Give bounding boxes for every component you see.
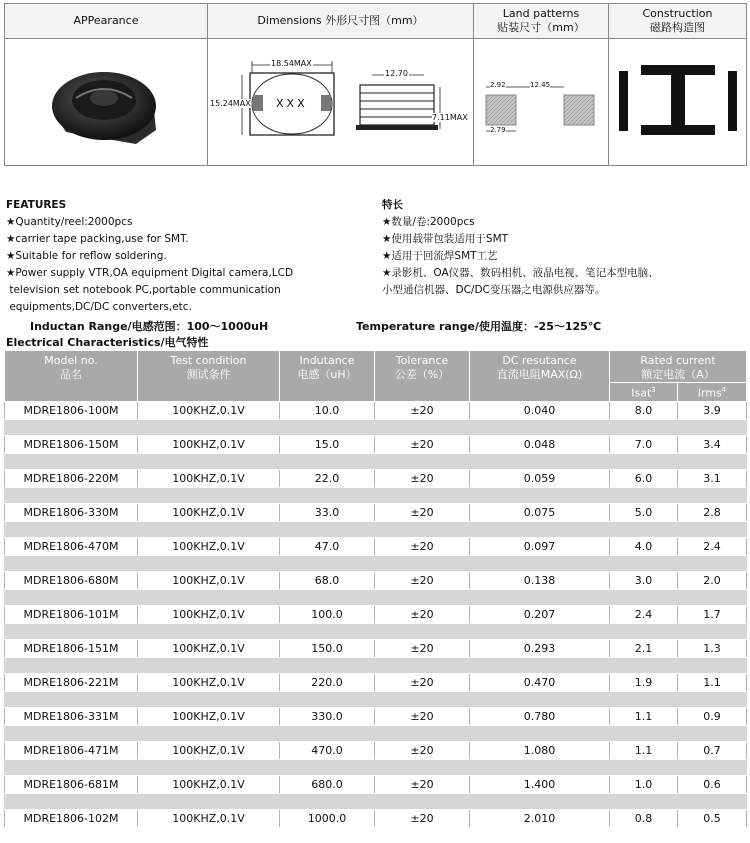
spacer-cell [470,623,610,639]
spacer-cell [138,657,280,673]
spacer-cell [470,453,610,469]
cell-dcr: 0.293 [470,639,610,657]
spacer-cell [610,589,678,605]
spacer-cell [678,691,747,707]
spacer-cell [5,759,138,775]
magnetic-construction-diagram [613,45,743,155]
col-irms: Irms$^4$ [678,383,747,402]
col-isat: Isat$^3$ [610,383,678,402]
spacer-cell [610,419,678,435]
inductor-photo [6,40,206,160]
cell-ind: 220.0 [280,673,375,691]
row-spacer [5,453,747,469]
row-spacer [5,725,747,741]
spacer-cell [375,419,470,435]
cell-dcr: 0.075 [470,503,610,521]
table-row [5,571,747,589]
cell-ind: 10.0 [280,401,375,419]
spacer-cell [5,555,138,571]
row-spacer [5,487,747,503]
col-tolerance: Tolerance 公差（%） [375,351,470,402]
spacer-cell [5,487,138,503]
cell-ind: 47.0 [280,537,375,555]
cell-dcr: 2.010 [470,809,610,827]
spacer-cell [375,657,470,673]
spacer-cell [138,453,280,469]
spacer-cell [280,657,375,673]
row-spacer [5,623,747,639]
dim-width-label: 18.54MAX [271,59,312,68]
spacer-cell [138,691,280,707]
spacer-cell [5,419,138,435]
cell-isat: 0.8 [610,809,678,827]
cell-model: MDRE1806-471M [5,741,138,759]
spacer-cell [678,521,747,537]
cell-irms: 2.8 [678,503,747,521]
cell-ind: 150.0 [280,639,375,657]
cell-model: MDRE1806-681M [5,775,138,793]
cell-test: 100KHZ,0.1V [138,605,280,623]
cell-model: MDRE1806-221M [5,673,138,691]
spacer-cell [470,793,610,809]
cell-irms: 1.3 [678,639,747,657]
cell-tol: ±20 [375,707,470,725]
cell-model: MDRE1806-470M [5,537,138,555]
table-row [5,809,747,827]
col-inductance: Indutance 电感（uH） [280,351,375,402]
spacer-cell [5,793,138,809]
cell-test: 100KHZ,0.1V [138,537,280,555]
spacer-cell [610,487,678,503]
cell-tol: ±20 [375,571,470,589]
spacer-cell [138,487,280,503]
cell-tol: ±20 [375,639,470,657]
land-label-cn: 贴装尺寸（mm） [497,21,585,34]
cell-tol: ±20 [375,401,470,419]
feature-item: equipments,DC/DC converters,etc. [6,301,192,313]
inductance-range: Inductan Range/电感范围：100～1000uH [30,320,269,333]
cell-model: MDRE1806-150M [5,435,138,453]
cell-tol: ±20 [375,435,470,453]
cell-irms: 2.4 [678,537,747,555]
appearance-header [5,4,208,39]
spacer-cell [280,453,375,469]
dimensions-header [208,4,474,39]
land-patterns-header [474,4,609,39]
cell-irms: 0.5 [678,809,747,827]
spacer-cell [5,725,138,741]
spacer-cell [678,793,747,809]
feature-item: ★Power supply VTR,OA equipment Digital camera,LCD [6,267,294,279]
table-header-row [5,351,747,383]
cell-test: 100KHZ,0.1V [138,809,280,827]
feature-item: ★Suitable for reflow soldering. [6,250,167,262]
spacer-cell [610,759,678,775]
feature-item: ★Quantity/reel:2000pcs [6,216,133,228]
table-row [5,435,747,453]
feature-item: ★使用载带包装适用于SMT [382,233,509,245]
pad-gap-label: 12.45 [530,81,551,89]
spacer-cell [375,623,470,639]
cell-dcr: 0.048 [470,435,610,453]
cell-tol: ±20 [375,537,470,555]
table-row [5,707,747,725]
table-row [5,503,747,521]
cell-ind: 100.0 [280,605,375,623]
spacer-cell [678,453,747,469]
row-spacer [5,657,747,673]
electrical-characteristics-title: Electrical Characteristics/电气特性 [6,336,209,349]
dim-side-width-label: 12.70 [385,69,408,78]
features-title-en: FEATURES [6,199,67,211]
cell-ind: 15.0 [280,435,375,453]
electrical-characteristics-table [4,350,747,828]
appearance-label: APPearance [73,14,139,27]
cell-test: 100KHZ,0.1V [138,707,280,725]
spacer-cell [138,555,280,571]
features-en [6,197,376,316]
spacer-cell [610,555,678,571]
land-pads [474,39,607,165]
spacer-cell [138,623,280,639]
spacer-cell [138,521,280,537]
cell-dcr: 1.080 [470,741,610,759]
cell-irms: 3.1 [678,469,747,487]
cell-isat: 4.0 [610,537,678,555]
table-row [5,605,747,623]
cell-test: 100KHZ,0.1V [138,469,280,487]
cell-irms: 0.7 [678,741,747,759]
spacer-cell [470,555,610,571]
spacer-cell [280,759,375,775]
row-spacer [5,555,747,571]
spacer-cell [138,725,280,741]
col-rated-current: Rated current 额定电流（A） [610,351,747,383]
cell-isat: 1.0 [610,775,678,793]
cell-irms: 3.4 [678,435,747,453]
cell-isat: 7.0 [610,435,678,453]
cell-ind: 470.0 [280,741,375,759]
dimensions-drawing [208,39,472,165]
cell-isat: 2.1 [610,639,678,657]
spacer-cell [375,521,470,537]
spacer-cell [678,759,747,775]
cell-irms: 0.9 [678,707,747,725]
cell-dcr: 0.470 [470,673,610,691]
cell-dcr: 1.400 [470,775,610,793]
spacer-cell [678,657,747,673]
spacer-cell [610,793,678,809]
dim-height-label: 15.24MAX [210,99,251,108]
spacer-cell [610,691,678,707]
spacer-cell [470,691,610,707]
construction-cell [609,39,747,166]
cell-model: MDRE1806-680M [5,571,138,589]
cell-isat: 2.4 [610,605,678,623]
cell-ind: 22.0 [280,469,375,487]
spacer-cell [280,487,375,503]
dimensions-label: Dimensions 外形尺寸图（mm） [257,14,424,27]
top-figure-table [4,3,747,166]
cell-model: MDRE1806-101M [5,605,138,623]
cell-dcr: 0.207 [470,605,610,623]
cell-test: 100KHZ,0.1V [138,401,280,419]
spacer-cell [678,487,747,503]
cell-model: MDRE1806-330M [5,503,138,521]
row-spacer [5,521,747,537]
spacer-cell [5,657,138,673]
feature-item: television set notebook PC,portable communication [6,284,281,296]
table-row [5,537,747,555]
feature-item: ★适用于回流焊SMT工艺 [382,250,498,262]
cell-test: 100KHZ,0.1V [138,435,280,453]
spacer-cell [470,589,610,605]
cell-model: MDRE1806-102M [5,809,138,827]
appearance-photo-cell [5,39,208,166]
table-row [5,741,747,759]
cell-isat: 6.0 [610,469,678,487]
land-pattern-cell [474,39,609,166]
row-spacer [5,691,747,707]
cell-model: MDRE1806-220M [5,469,138,487]
spacer-cell [678,555,747,571]
spacer-cell [610,725,678,741]
table-row [5,401,747,419]
cell-test: 100KHZ,0.1V [138,503,280,521]
cell-isat: 1.1 [610,741,678,759]
spacer-cell [610,521,678,537]
feature-item: ★录影机、OA仪器、数码相机、液晶电视、笔记本型电脑、 [382,267,659,279]
spacer-cell [610,453,678,469]
spacer-cell [470,725,610,741]
spacer-cell [678,725,747,741]
spacer-cell [280,793,375,809]
cell-isat: 8.0 [610,401,678,419]
cell-ind: 1000.0 [280,809,375,827]
spacer-cell [375,759,470,775]
spacer-cell [375,589,470,605]
spacer-cell [470,759,610,775]
cell-ind: 680.0 [280,775,375,793]
cell-tol: ±20 [375,605,470,623]
spacer-cell [138,419,280,435]
pad-width-label: 2.92 [490,81,506,89]
cell-dcr: 0.138 [470,571,610,589]
cell-dcr: 0.097 [470,537,610,555]
cell-isat: 1.9 [610,673,678,691]
feature-item: 小型通信机器、DC/DC变压器之电源供应器等。 [382,284,606,296]
cell-model: MDRE1806-331M [5,707,138,725]
spacer-cell [280,555,375,571]
spacer-cell [375,793,470,809]
spacer-cell [470,487,610,503]
cell-test: 100KHZ,0.1V [138,673,280,691]
cell-ind: 33.0 [280,503,375,521]
table-row [5,673,747,691]
construction-label-en: Construction [642,7,713,20]
spacer-cell [280,691,375,707]
table-row [5,775,747,793]
dimensions-drawing-cell [208,39,474,166]
land-label-en: Land patterns [502,7,580,20]
land-pattern-drawing [474,39,607,165]
construction-label-cn: 磁路构造图 [650,21,705,34]
spacer-cell [678,623,747,639]
col-dc-resistance: DC resutance 直流电阻MAX(Ω) [470,351,610,402]
spacer-cell [280,589,375,605]
cell-ind: 330.0 [280,707,375,725]
spacer-cell [375,487,470,503]
spacer-cell [138,759,280,775]
cell-ind: 68.0 [280,571,375,589]
cell-test: 100KHZ,0.1V [138,741,280,759]
cell-model: MDRE1806-100M [5,401,138,419]
pad-height-label: 2.79 [490,126,506,134]
cell-irms: 3.9 [678,401,747,419]
table-row [5,639,747,657]
cell-irms: 0.6 [678,775,747,793]
cell-test: 100KHZ,0.1V [138,775,280,793]
col-model: Model no. 品名 [5,351,138,402]
cell-tol: ±20 [375,775,470,793]
feature-item: ★carrier tape packing,use for SMT. [6,233,189,245]
spacer-cell [5,691,138,707]
row-spacer [5,793,747,809]
part-marking: XXX [276,97,308,110]
cell-tol: ±20 [375,469,470,487]
row-spacer [5,589,747,605]
cell-isat: 5.0 [610,503,678,521]
spacer-cell [375,691,470,707]
cell-isat: 1.1 [610,707,678,725]
table-row [5,469,747,487]
cell-irms: 1.1 [678,673,747,691]
spacer-cell [610,623,678,639]
cell-test: 100KHZ,0.1V [138,639,280,657]
spacer-cell [280,623,375,639]
spacer-cell [375,555,470,571]
col-test-condition: Test condition 测试条件 [138,351,280,402]
row-spacer [5,759,747,775]
spacer-cell [678,589,747,605]
cell-test: 100KHZ,0.1V [138,571,280,589]
spacer-cell [470,419,610,435]
spacer-cell [5,453,138,469]
cell-tol: ±20 [375,741,470,759]
construction-header [609,4,747,39]
row-spacer [5,419,747,435]
cell-dcr: 0.780 [470,707,610,725]
cell-model: MDRE1806-151M [5,639,138,657]
spacer-cell [138,589,280,605]
features-cn [382,197,742,299]
spacer-cell [280,521,375,537]
spacer-cell [470,657,610,673]
spacer-cell [280,419,375,435]
spacer-cell [5,623,138,639]
cell-dcr: 0.040 [470,401,610,419]
cell-irms: 1.7 [678,605,747,623]
spacer-cell [280,725,375,741]
cell-irms: 2.0 [678,571,747,589]
spacer-cell [5,521,138,537]
features-title-cn: 特长 [382,199,403,211]
cell-dcr: 0.059 [470,469,610,487]
spacer-cell [610,657,678,673]
cell-tol: ±20 [375,809,470,827]
dim-side-height-label: 7.11MAX [432,113,468,122]
spacer-cell [375,725,470,741]
spacer-cell [138,793,280,809]
spacer-cell [375,453,470,469]
cell-tol: ±20 [375,503,470,521]
cell-tol: ±20 [375,673,470,691]
spacer-cell [470,521,610,537]
temperature-range: Temperature range/使用温度：-25～125℃ [356,320,602,333]
spacer-cell [678,419,747,435]
cell-isat: 3.0 [610,571,678,589]
feature-item: ★数量/卷:2000pcs [382,216,475,228]
spacer-cell [5,589,138,605]
